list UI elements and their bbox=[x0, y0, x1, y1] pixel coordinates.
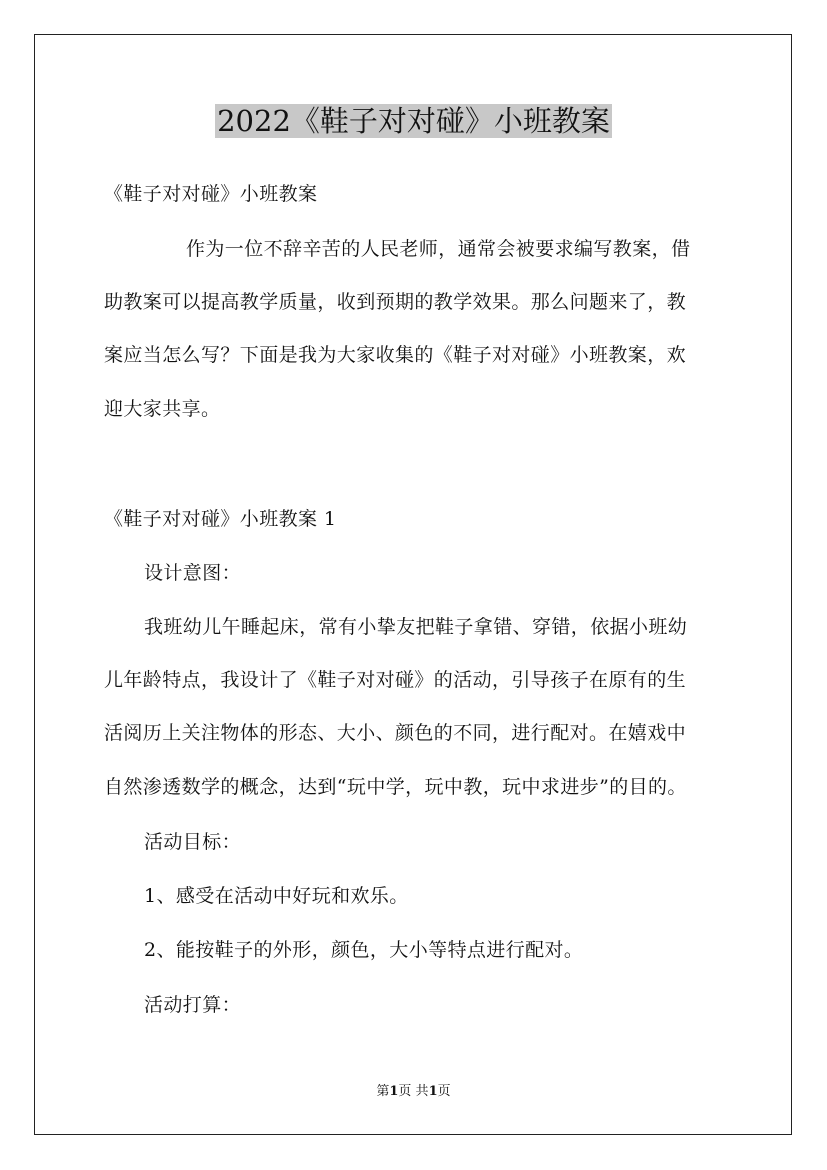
goal-item-2: 2、能按鞋子的外形，颜色，大小等特点进行配对。 bbox=[144, 939, 584, 961]
intro-line-1: 作为一位不辞辛苦的人民老师，通常会被要求编写教案，借 bbox=[186, 238, 691, 260]
footer-page-total: 1 bbox=[428, 1084, 438, 1099]
footer-page-number: 1 bbox=[389, 1084, 399, 1099]
design-label: 设计意图： bbox=[144, 562, 242, 584]
document-title-text: 2022《鞋子对对碰》小班教案 bbox=[217, 104, 610, 138]
section-heading: 《鞋子对对碰》小班教案 1 bbox=[104, 508, 337, 530]
goal-item-1: 1、感受在活动中好玩和欢乐。 bbox=[144, 885, 409, 907]
goals-label: 活动目标： bbox=[144, 831, 242, 853]
document-title bbox=[0, 101, 827, 141]
subtitle: 《鞋子对对碰》小班教案 bbox=[104, 183, 318, 205]
design-line-4: 自然渗透数学的概念，达到“玩中学，玩中教，玩中求进步”的目的。 bbox=[104, 776, 687, 798]
intro-line-3: 案应当怎么写？下面是我为大家收集的《鞋子对对碰》小班教案，欢 bbox=[104, 344, 687, 366]
intro-line-2: 助教案可以提高教学质量，收到预期的教学效果。那么问题来了，教 bbox=[104, 291, 687, 313]
prep-label: 活动打算： bbox=[144, 994, 242, 1016]
footer-mid: 页 共 bbox=[398, 1084, 429, 1099]
footer-suffix: 页 bbox=[437, 1084, 451, 1099]
footer-prefix: 第 bbox=[376, 1084, 390, 1099]
intro-line-4: 迎大家共享。 bbox=[104, 398, 221, 420]
design-line-3: 活阅历上关注物体的形态、大小、颜色的不同，进行配对。在嬉戏中 bbox=[104, 722, 687, 744]
design-line-2: 儿年龄特点，我设计了《鞋子对对碰》的活动，引导孩子在原有的生 bbox=[104, 669, 687, 691]
design-line-1: 我班幼儿午睡起床，常有小挚友把鞋子拿错、穿错，依据小班幼 bbox=[144, 616, 688, 638]
page-footer bbox=[0, 1083, 827, 1101]
